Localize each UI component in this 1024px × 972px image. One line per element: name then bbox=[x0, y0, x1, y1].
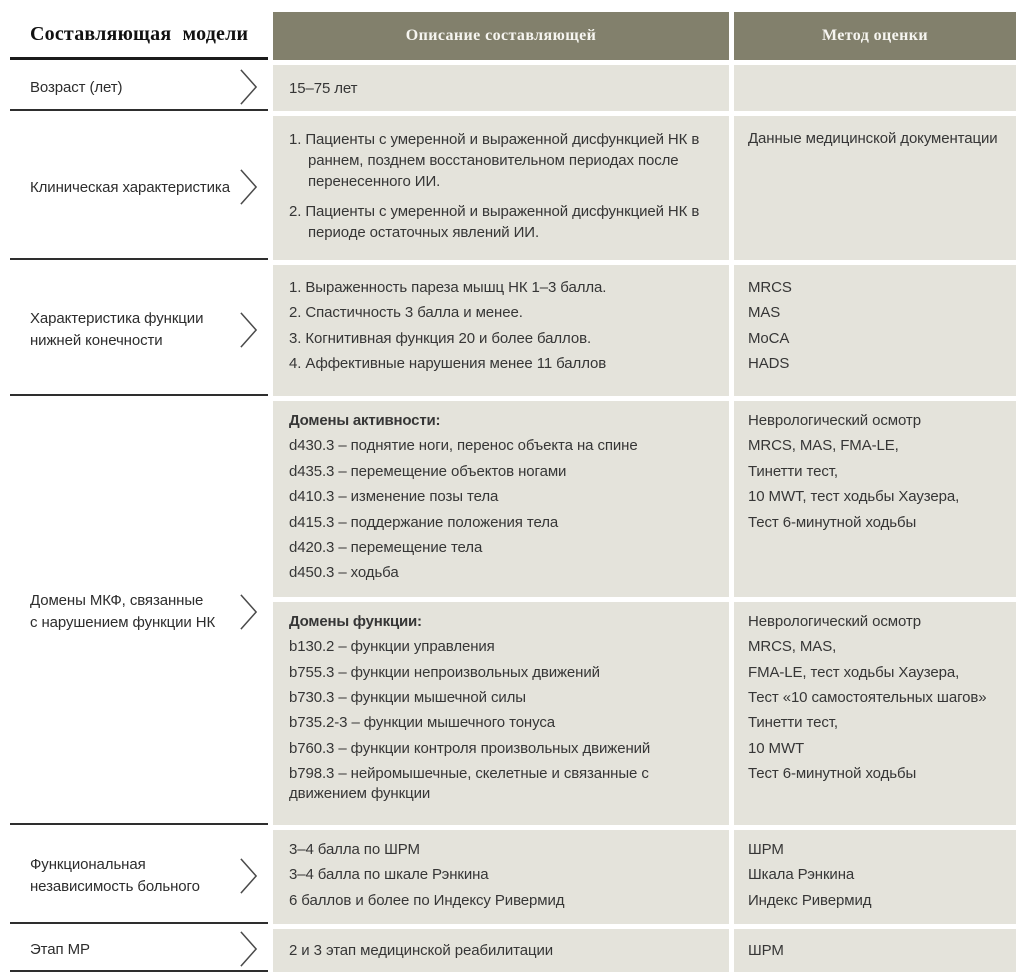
row-clinical-label-cell bbox=[10, 116, 268, 260]
list-item: b755.3 – функции непроизвольных движений bbox=[289, 663, 600, 681]
description-cell bbox=[273, 929, 729, 972]
list-item: 2. Спастичность 3 балла и менее. bbox=[289, 304, 523, 322]
row-independence-label-cell bbox=[10, 830, 268, 924]
method-cell bbox=[734, 830, 1016, 924]
method-line: MAS bbox=[748, 304, 781, 322]
method-line: Тинетти тест, bbox=[748, 462, 838, 480]
method-line: FMA-LE, тест ходьбы Хаузера, bbox=[748, 663, 960, 681]
header-method: Метод оценки bbox=[734, 12, 1016, 60]
method-cell bbox=[734, 929, 1016, 972]
method-line: 10 MWT bbox=[748, 739, 805, 757]
list-item: 1. Пациенты с умеренной и выраженной дисфункцией НК в раннем, позднем восстановительном периодах после перенесенного ИИ. bbox=[289, 131, 700, 190]
list-item: d410.3 – изменение позы тела bbox=[289, 488, 499, 506]
chevron-right-icon bbox=[239, 593, 258, 631]
row-lower-limb-label-cell bbox=[10, 265, 268, 396]
row-icf-label-cell bbox=[10, 401, 268, 825]
row-rehab-stage-label-cell bbox=[10, 929, 268, 972]
label-line: Домены МКФ, связанные bbox=[30, 592, 204, 610]
function-domains-title: Домены функции: bbox=[289, 612, 422, 630]
method-line: MRCS, MAS, FMA-LE, bbox=[748, 437, 899, 455]
label-line: с нарушением функции НК bbox=[30, 613, 216, 631]
chevron-right-icon bbox=[239, 168, 258, 206]
method-line: HADS bbox=[748, 355, 790, 373]
list-item: 3–4 балла по шкале Рэнкина bbox=[289, 866, 489, 884]
method-cell-activity-domains bbox=[734, 401, 1016, 597]
age-description: 15–75 лет bbox=[289, 79, 358, 97]
method-line: Шкала Рэнкина bbox=[748, 866, 855, 884]
description-cell bbox=[273, 116, 729, 260]
model-table bbox=[0, 12, 1016, 972]
list-item: d415.3 – поддержание положения тела bbox=[289, 513, 559, 531]
description-cell-function-domains bbox=[273, 602, 729, 825]
method-line: Тест 6-минутной ходьбы bbox=[748, 513, 917, 531]
header-component: Составляющая модели bbox=[10, 12, 268, 60]
method-line: Неврологический осмотр bbox=[748, 612, 921, 630]
list-item: b730.3 – функции мышечной силы bbox=[289, 688, 526, 706]
label-line: независимость больного bbox=[30, 877, 200, 895]
method-line: Данные медицинской документации bbox=[748, 130, 998, 147]
list-item: b130.2 – функции управления bbox=[289, 638, 495, 656]
function-domains-list bbox=[289, 637, 713, 805]
row-independence-label bbox=[30, 854, 200, 898]
list-item: d430.3 – поднятие ноги, перенос объекта на спине bbox=[289, 437, 638, 455]
label-line: нижней конечности bbox=[30, 331, 163, 349]
chevron-right-icon bbox=[239, 857, 258, 895]
activity-domains-list bbox=[289, 436, 713, 583]
row-age-label: Возраст (лет) bbox=[30, 78, 123, 96]
method-line: Тест 6-минутной ходьбы bbox=[748, 765, 917, 783]
list-item: 4. Аффективные нарушения менее 11 баллов bbox=[289, 355, 607, 373]
method-cell bbox=[734, 265, 1016, 396]
list-item: b760.3 – функции контроля произвольных движений bbox=[289, 739, 651, 757]
method-line: 10 MWT, тест ходьбы Хаузера, bbox=[748, 488, 960, 506]
list-item: 1. Выраженность пареза мышц НК 1–3 балла. bbox=[289, 279, 607, 296]
method-line: Неврологический осмотр bbox=[748, 412, 921, 429]
method-line: MRCS, MAS, bbox=[748, 638, 837, 656]
label-line: Функциональная bbox=[30, 856, 146, 874]
row-rehab-stage-label: Этап МР bbox=[30, 940, 90, 958]
list-item: b798.3 – нейромышечные, скелетные и связанные с движением функции bbox=[289, 765, 649, 803]
method-line: Индекс Ривермид bbox=[748, 891, 872, 909]
description-cell bbox=[273, 830, 729, 924]
description-cell bbox=[273, 65, 729, 111]
chevron-right-icon bbox=[239, 68, 258, 106]
list-item: 2. Пациенты с умеренной и выраженной дисфункцией НК в периоде остаточных явлений ИИ. bbox=[289, 203, 700, 241]
list-item: b735.2-3 – функции мышечного тонуса bbox=[289, 714, 555, 732]
list-item: d420.3 – перемещение тела bbox=[289, 538, 483, 556]
list-item: 3. Когнитивная функция 20 и более баллов. bbox=[289, 329, 592, 347]
chevron-right-icon bbox=[239, 311, 258, 349]
rehab-stage-method: ШРМ bbox=[748, 941, 784, 959]
row-age-label-cell bbox=[10, 65, 268, 111]
description-cell bbox=[273, 265, 729, 396]
description-cell-activity-domains bbox=[273, 401, 729, 597]
list-item: 3–4 балла по ШРМ bbox=[289, 840, 420, 858]
list-item: d450.3 – ходьба bbox=[289, 564, 399, 582]
method-cell-function-domains bbox=[734, 602, 1016, 825]
list-item: 6 баллов и более по Индексу Ривермид bbox=[289, 891, 565, 909]
header-description: Описание составляющей bbox=[273, 12, 729, 60]
row-lower-limb-label bbox=[30, 308, 203, 352]
method-line: Тинетти тест, bbox=[748, 714, 838, 732]
row-icf-label bbox=[30, 590, 215, 634]
row-clinical-label: Клиническая характеристика bbox=[30, 178, 230, 196]
chevron-right-icon bbox=[239, 930, 258, 968]
method-line: MoCA bbox=[748, 329, 790, 347]
method-line: Тест «10 самостоятельных шагов» bbox=[748, 688, 987, 706]
activity-domains-title: Домены активности: bbox=[289, 412, 441, 429]
method-line: MRCS bbox=[748, 279, 792, 296]
list-item: d435.3 – перемещение объектов ногами bbox=[289, 462, 567, 480]
method-cell-empty bbox=[734, 65, 1016, 111]
method-cell bbox=[734, 116, 1016, 260]
method-line: ШРМ bbox=[748, 840, 784, 858]
rehab-stage-description: 2 и 3 этап медицинской реабилитации bbox=[289, 941, 554, 959]
label-line: Характеристика функции bbox=[30, 309, 204, 327]
